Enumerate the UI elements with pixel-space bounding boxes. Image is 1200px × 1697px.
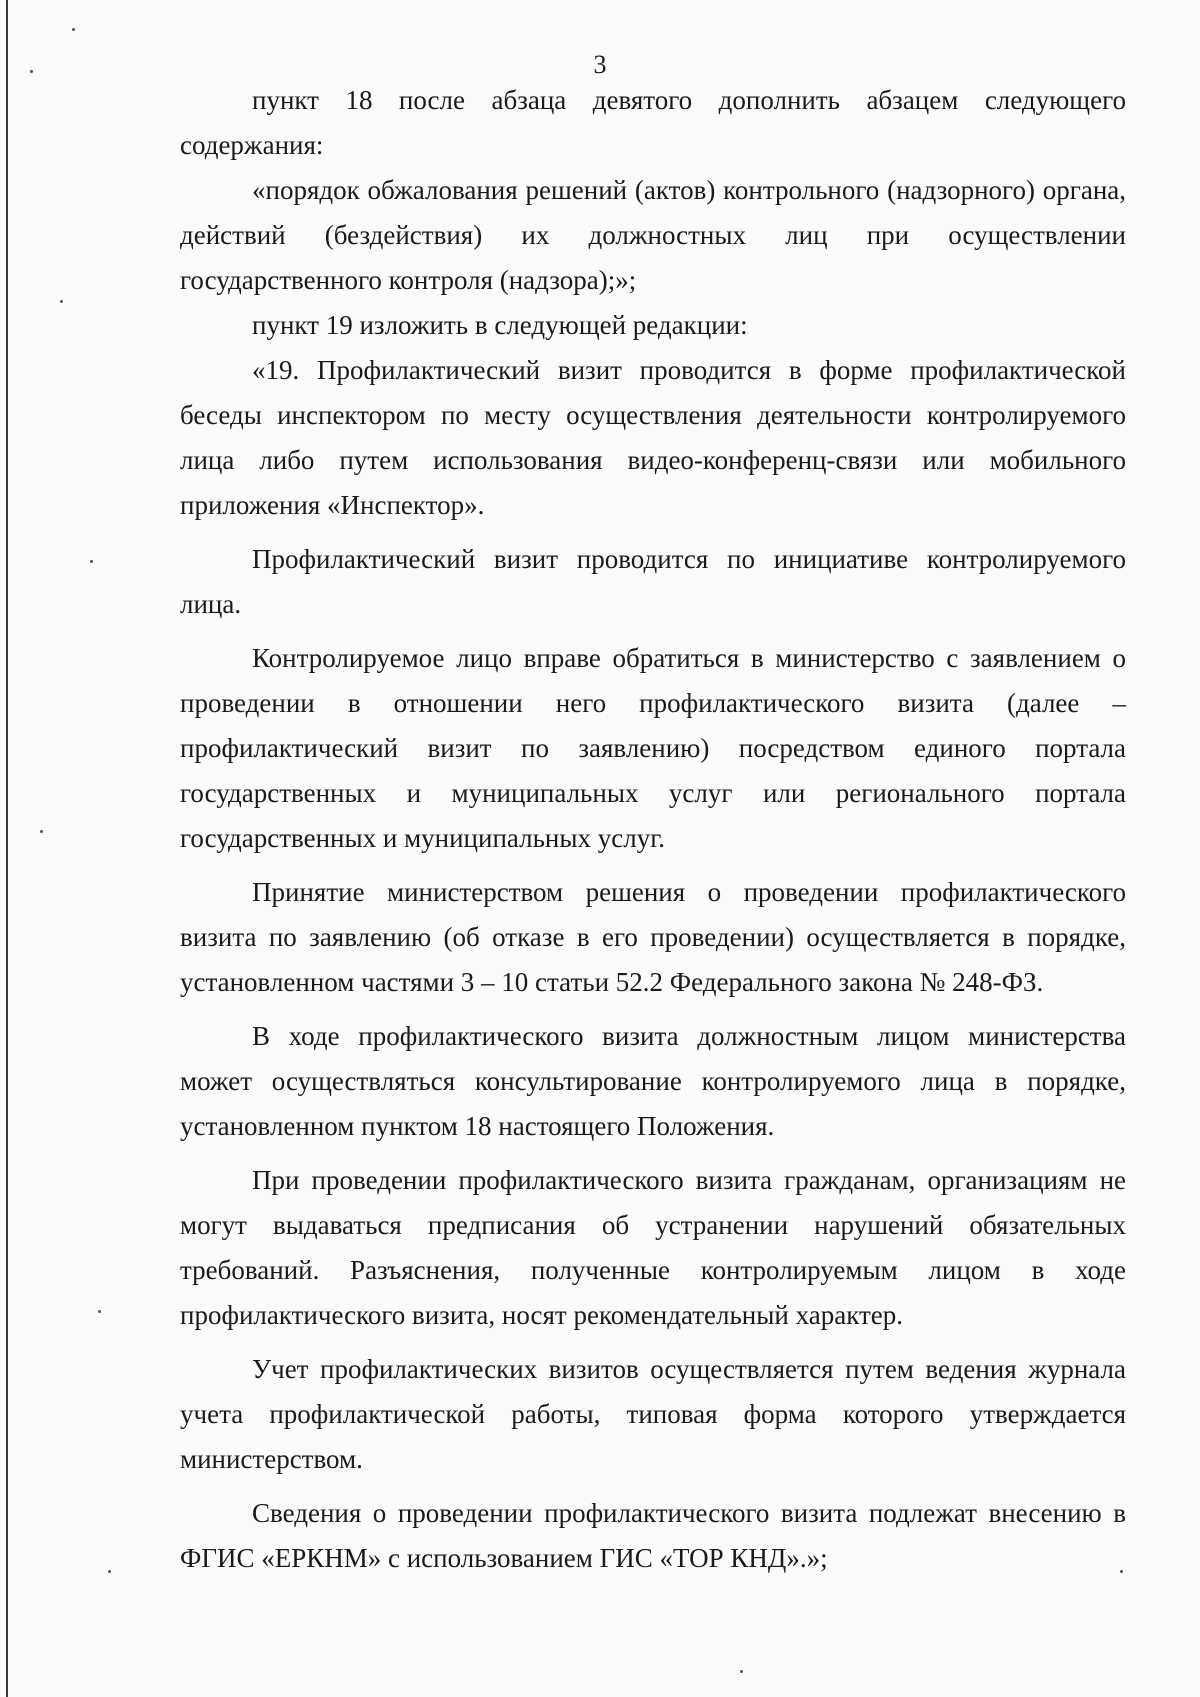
scan-left-edge bbox=[6, 0, 8, 1697]
paragraph: Принятие министерством решения о проведении профилактического визита по заявлению (об отказе в его проведении) осуществляется в порядке, установленном частями 3 – 10 статьи 52.2 Федерального закона № 248-ФЗ. bbox=[180, 877, 1126, 997]
scan-speck bbox=[108, 1570, 111, 1573]
scan-speck bbox=[90, 560, 93, 563]
scan-speck bbox=[60, 300, 63, 303]
paragraph: В ходе профилактического визита должностным лицом министерства может осуществляться консультирование контролируемого лица в порядке, установленном пунктом 18 настоящего Положения. bbox=[180, 1021, 1126, 1141]
scan-speck bbox=[40, 830, 43, 833]
paragraph: «порядок обжалования решений (актов) контрольного (надзорного) органа, действий (бездействия) их должностных лиц при осуществлении государственного контроля (надзора);»; bbox=[180, 175, 1126, 295]
page-number: 3 bbox=[593, 50, 607, 79]
scan-speck bbox=[30, 70, 33, 73]
paragraph: пункт 18 после абзаца девятого дополнить абзацем следующего содержания: bbox=[180, 85, 1126, 160]
scan-speck bbox=[72, 28, 75, 31]
paragraph: Контролируемое лицо вправе обратиться в министерство с заявлением о проведении в отношении него профилактического визита (далее – профилактический визит по заявлению) посредством единого портала государственных и муниципальных услуг или регионального портала государственных и муниципальных услуг. bbox=[180, 643, 1126, 853]
paragraph: Сведения о проведении профилактического визита подлежат внесению в ФГИС «ЕРКНМ» с использованием ГИС «ТОР КНД».»; bbox=[180, 1498, 1126, 1573]
document-body bbox=[180, 78, 1126, 1581]
paragraph: Профилактический визит проводится по инициативе контролируемого лица. bbox=[180, 544, 1126, 619]
scan-speck bbox=[1120, 1570, 1123, 1573]
scan-speck bbox=[98, 1310, 101, 1313]
paragraph: При проведении профилактического визита гражданам, организациям не могут выдаваться предписания об устранении нарушений обязательных требований. Разъяснения, полученные контролируемым лицом в ходе профилактического визита, носят рекомендательный характер. bbox=[180, 1165, 1126, 1330]
paragraph: Учет профилактических визитов осуществляется путем ведения журнала учета профилактической работы, типовая форма которого утверждается министерством. bbox=[180, 1354, 1126, 1474]
scan-speck bbox=[740, 1670, 743, 1673]
paragraph: пункт 19 изложить в следующей редакции: bbox=[252, 310, 748, 340]
paragraph: «19. Профилактический визит проводится в форме профилактической беседы инспектором по месту осуществления деятельности контролируемого лица либо путем использования видео-конференц-связи или мобильного приложения «Инспектор». bbox=[180, 355, 1126, 520]
